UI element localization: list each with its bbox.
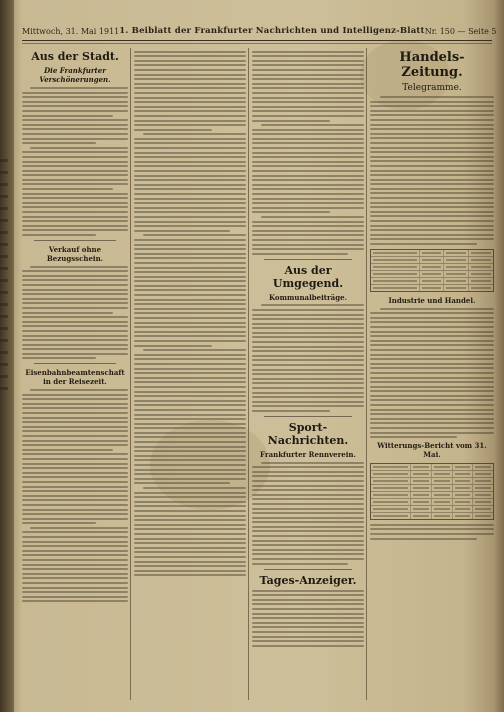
section-title-agenda: Tages-Anzeiger. bbox=[259, 573, 357, 587]
column-1 bbox=[22, 48, 128, 700]
article-heading: Industrie und Handel. bbox=[388, 296, 476, 305]
adjacent-page-strip bbox=[0, 150, 8, 450]
column-rule-1 bbox=[130, 48, 131, 700]
header-masthead: 1. Beiblatt der Frankfurter Nachrichten und Intelligenz-Blatt bbox=[119, 26, 425, 36]
table-heading: Witterungs-Bericht vom 31. Mai. bbox=[377, 440, 487, 459]
section-title-city: Aus der Stadt. bbox=[31, 50, 119, 63]
article-body bbox=[370, 96, 494, 245]
weather-table bbox=[370, 463, 494, 520]
newspaper-page bbox=[16, 18, 502, 704]
column-2 bbox=[134, 48, 246, 700]
header-date: Mittwoch, 31. Mai 1911 bbox=[22, 26, 120, 36]
article-body bbox=[22, 87, 128, 236]
article-body bbox=[252, 51, 364, 255]
header-rule bbox=[22, 40, 492, 41]
article-heading: Kommunalbeiträge. bbox=[268, 292, 348, 302]
section-title-commerce: Handels-Zeitung. bbox=[399, 50, 465, 80]
column-rule-2 bbox=[248, 48, 249, 700]
page-header bbox=[22, 24, 497, 38]
article-heading: Verkauf ohne Bezugsschein. bbox=[46, 245, 104, 263]
article-heading: Frankfurter Rennverein. bbox=[260, 449, 356, 459]
article-body bbox=[22, 389, 128, 602]
article-subtitle: Die Frankfurter Verschönerungen. bbox=[39, 66, 111, 84]
column-3 bbox=[252, 48, 364, 700]
article-body bbox=[370, 308, 494, 439]
article-heading: Eisenbahnbeamtenschaft in der Reisezeit. bbox=[25, 368, 125, 387]
column-4 bbox=[370, 48, 494, 700]
header-rule-thin bbox=[22, 43, 492, 44]
article-body bbox=[22, 266, 128, 360]
article-body bbox=[252, 590, 364, 647]
header-page-number: Nr. 150 — Seite 5 bbox=[424, 26, 497, 36]
section-subtitle: Telegramme. bbox=[402, 83, 462, 93]
article-body bbox=[252, 304, 364, 412]
column-rule-3 bbox=[366, 48, 367, 700]
article-body bbox=[252, 462, 364, 565]
market-table bbox=[370, 249, 494, 292]
section-title-region: Aus der Umgegend. bbox=[272, 263, 344, 290]
section-title-sport: Sport-Nachrichten. bbox=[267, 420, 349, 447]
article-body bbox=[134, 51, 246, 577]
article-body bbox=[370, 524, 494, 540]
